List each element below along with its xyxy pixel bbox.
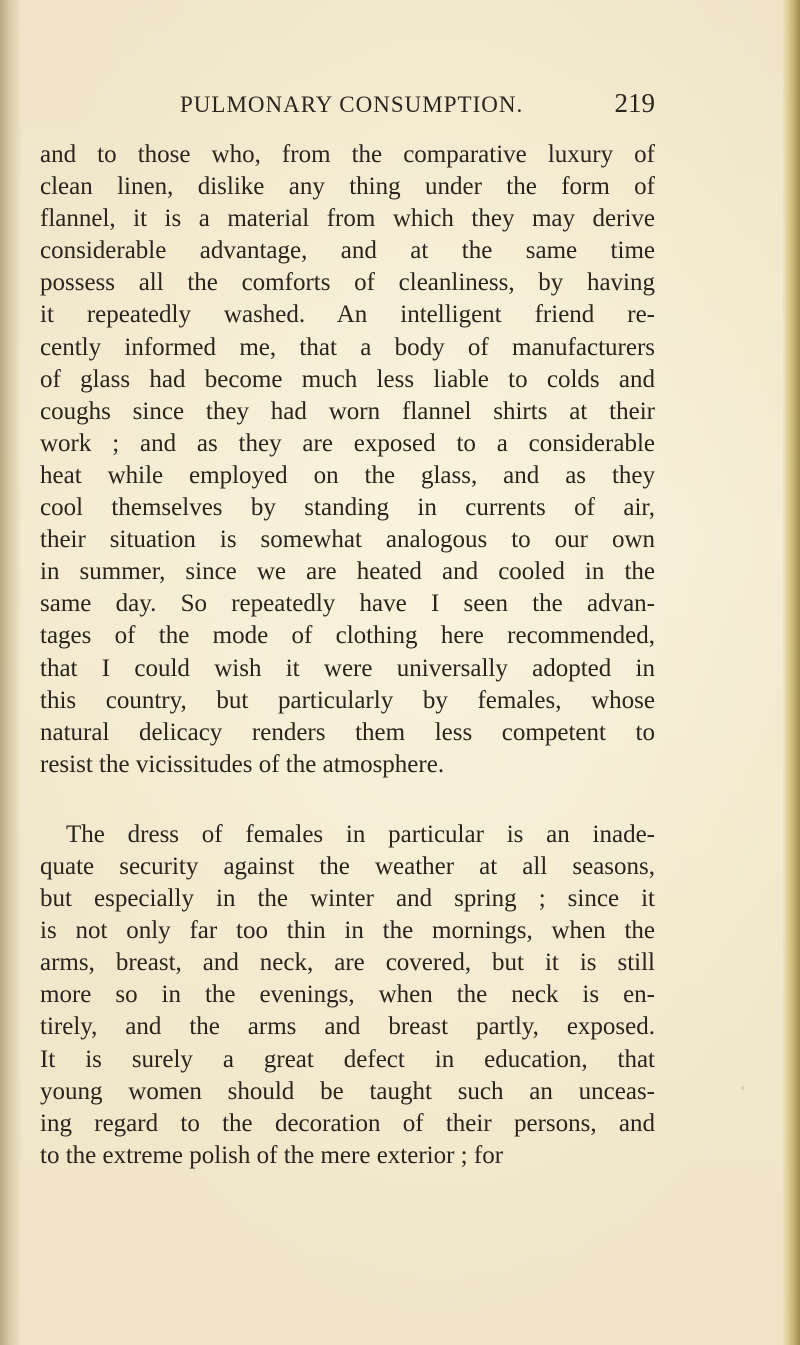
text-line: resist the vicissitudes of the atmosphere. [40,750,445,778]
page-edge [782,0,800,1345]
text-line: is not only far too thin in the mornings, when the [40,917,655,945]
text-line: work ; and as they are exposed to a considerable [40,429,655,457]
text-line: cool themselves by standing in currents of air, [40,494,655,522]
text-line: coughs since they had worn flannel shirts at their [40,397,655,425]
text-line: same day. So repeatedly have I seen the advan- [40,590,655,618]
paragraph-2 [40,819,655,1172]
paragraph-1 [40,139,655,781]
text-line: The dress of females in particular is an inade- [66,820,655,848]
text-line: that I could wish it were universally adopted in [40,654,655,682]
paper-spot [741,1086,744,1090]
page-number: 219 [614,88,655,118]
text-line: more so in the evenings, when the neck is en- [40,981,655,1009]
paper-spot [486,692,488,694]
text-line: young women should be taught such an unceas- [40,1077,655,1105]
text-line: and to those who, from the comparative luxury of [40,141,655,168]
text-line: It is surely a great defect in education, that [40,1045,655,1073]
binding-gutter [0,0,22,1345]
text-line: their situation is somewhat analogous to our own [40,526,655,554]
text-line: flannel, it is a material from which they may derive [40,205,655,233]
text-line: this country, but particularly by females, whose [40,686,655,714]
text-line: ing regard to the decoration of their persons, and [40,1109,655,1137]
text-line: of glass had become much less liable to colds and [40,365,655,393]
text-line: cently informed me, that a body of manufacturers [40,333,655,361]
text-line: clean linen, dislike any thing under the form of [40,173,655,201]
running-head: PULMONARY CONSUMPTION. [180,92,524,117]
text-line: arms, breast, and neck, are covered, but it is still [40,949,655,977]
page-header [40,88,655,128]
text-line: considerable advantage, and at the same time [40,237,655,265]
text-line: to the extreme polish of the mere exterior ; for [40,1141,504,1169]
text-line: natural delicacy renders them less competent to [40,718,655,746]
text-line: tirely, and the arms and breast partly, exposed. [40,1013,655,1041]
text-line: in summer, since we are heated and cooled in the [40,558,655,586]
text-line: but especially in the winter and spring ; since it [40,885,655,913]
text-line: quate security against the weather at all seasons, [40,852,655,880]
paragraph-gap [40,781,655,819]
text-line: it repeatedly washed. An intelligent friend re- [40,301,655,329]
text-line: tages of the mode of clothing here recommended, [40,622,655,650]
text-line: possess all the comforts of cleanliness, by having [40,269,655,297]
body-text [40,139,655,1172]
text-line: heat while employed on the glass, and as they [40,461,655,489]
